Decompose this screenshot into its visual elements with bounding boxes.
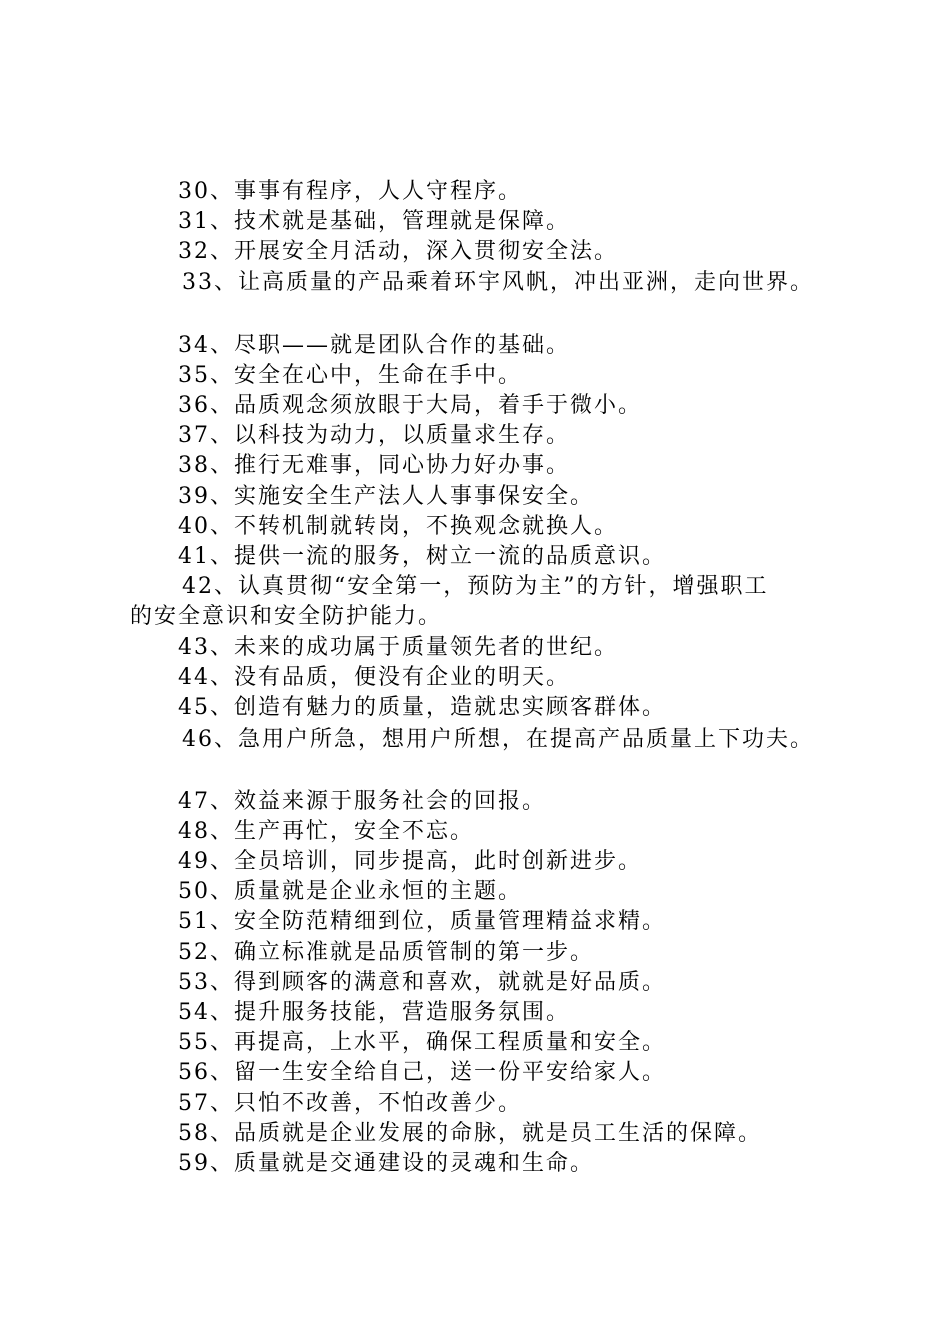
- slogan-line-50: 50、质量就是企业永恒的主题。: [178, 879, 522, 904]
- slogan-line-53: 53、得到顾客的满意和喜欢，就就是好品质。: [178, 970, 666, 995]
- slogan-line-32: 32、开展安全月活动，深入贯彻安全法。: [178, 239, 618, 264]
- slogan-line-48: 48、生产再忙，安全不忘。: [178, 819, 474, 844]
- slogan-line-45: 45、创造有魅力的质量，造就忠实顾客群体。: [178, 695, 666, 720]
- slogan-line-57: 57、只怕不改善，不怕改善少。: [178, 1091, 522, 1116]
- slogan-line-56: 56、留一生安全给自己，送一份平安给家人。: [178, 1060, 666, 1085]
- slogan-line-41: 41、提供一流的服务，树立一流的品质意识。: [178, 544, 666, 569]
- slogan-line-43: 43、未来的成功属于质量领先者的世纪。: [178, 635, 618, 660]
- slogan-line-58: 58、品质就是企业发展的命脉，就是员工生活的保障。: [178, 1121, 762, 1146]
- slogan-line-30: 30、事事有程序，人人守程序。: [178, 179, 522, 204]
- slogan-line-35: 35、安全在心中，生命在手中。: [178, 363, 522, 388]
- slogan-line-59: 59、质量就是交通建设的灵魂和生命。: [178, 1151, 594, 1176]
- slogan-line-37: 37、以科技为动力，以质量求生存。: [178, 423, 570, 448]
- slogan-line-47: 47、效益来源于服务社会的回报。: [178, 789, 546, 814]
- slogan-line-34: 34、尽职——就是团队合作的基础。: [178, 333, 570, 358]
- slogan-line-31: 31、技术就是基础，管理就是保障。: [178, 209, 570, 234]
- slogan-line-33: 33、让高质量的产品乘着环宇风帆，冲出亚洲，走向世界。: [182, 270, 814, 295]
- slogan-line-55: 55、再提高，上水平，确保工程质量和安全。: [178, 1030, 666, 1055]
- slogan-line-46: 46、急用户所急，想用户所想，在提高产品质量上下功夫。: [182, 727, 814, 752]
- slogan-line-39: 39、实施安全生产法人人事事保安全。: [178, 484, 594, 509]
- slogan-line-40: 40、不转机制就转岗，不换观念就换人。: [178, 514, 618, 539]
- slogan-line-51: 51、安全防范精细到位，质量管理精益求精。: [178, 909, 666, 934]
- slogan-line-54: 54、提升服务技能，营造服务氛围。: [178, 1000, 570, 1025]
- slogan-line-38: 38、推行无难事，同心协力好办事。: [178, 453, 570, 478]
- slogan-line-44: 44、没有品质，便没有企业的明天。: [178, 665, 570, 690]
- slogan-line-49: 49、全员培训，同步提高，此时创新进步。: [178, 849, 642, 874]
- slogan-line-42-cont: 的安全意识和安全防护能力。: [130, 604, 443, 629]
- slogan-line-36: 36、品质观念须放眼于大局，着手于微小。: [178, 393, 642, 418]
- slogan-line-42: 42、认真贯彻“安全第一，预防为主”的方针，增强职工: [182, 574, 769, 599]
- slogan-line-52: 52、确立标准就是品质管制的第一步。: [178, 940, 594, 965]
